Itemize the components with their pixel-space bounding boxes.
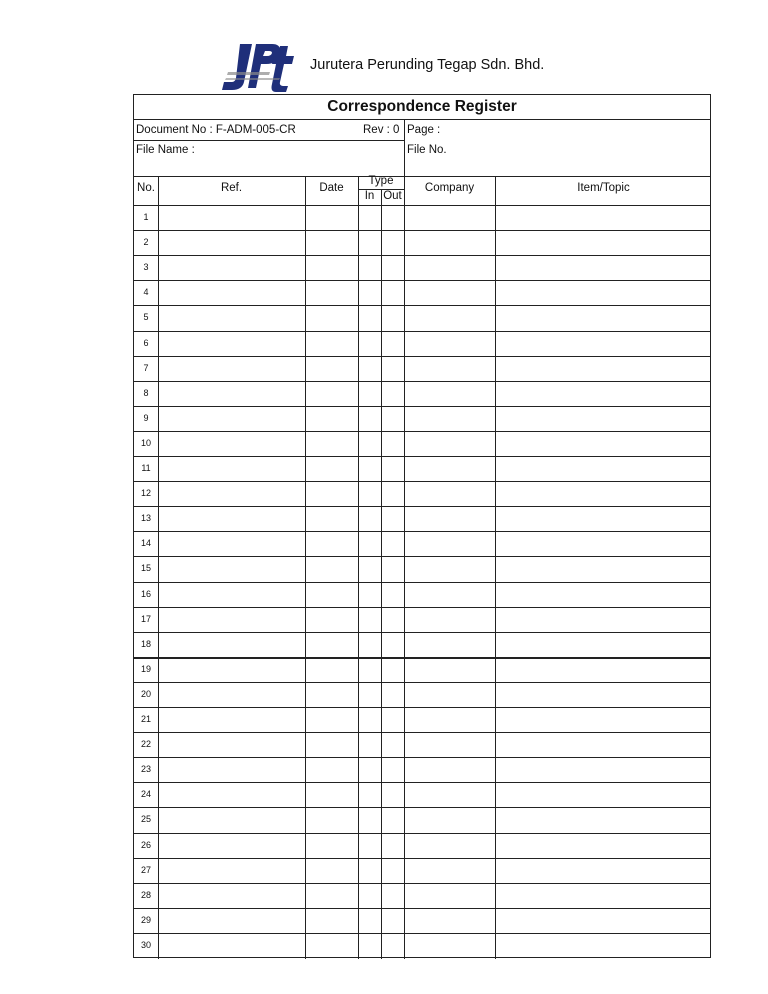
row-divider — [134, 582, 710, 583]
row-number: 24 — [140, 789, 151, 800]
form-title: Correspondence Register — [134, 95, 710, 120]
col-header-in: In — [364, 190, 375, 202]
page-header — [0, 0, 768, 94]
column-divider — [305, 176, 306, 959]
row-number: 2 — [143, 237, 149, 248]
row-number: 8 — [143, 387, 149, 398]
row-number: 28 — [140, 889, 151, 900]
col-header-ref: Ref. — [220, 182, 243, 194]
row-divider — [134, 858, 710, 859]
rev-label: Rev : 0 — [363, 124, 400, 136]
row-number: 12 — [140, 488, 151, 499]
row-number: 5 — [143, 312, 149, 323]
column-divider — [158, 176, 159, 959]
col-header-company: Company — [424, 182, 475, 194]
row-divider — [134, 456, 710, 457]
row-number: 9 — [143, 412, 149, 423]
row-number: 27 — [140, 864, 151, 875]
row-number: 1 — [143, 212, 149, 222]
row-number: 23 — [140, 764, 151, 775]
row-divider — [134, 556, 710, 557]
row-divider — [134, 782, 710, 783]
meta-vertical-divider — [404, 120, 405, 176]
row-number: 6 — [143, 337, 149, 348]
row-divider — [134, 657, 710, 659]
row-divider — [134, 833, 710, 834]
row-number: 13 — [140, 513, 151, 524]
row-number: 10 — [140, 437, 151, 448]
row-divider — [134, 255, 710, 256]
document-no-label: Document No : F-ADM-005-CR — [136, 124, 296, 136]
col-header-out: Out — [383, 190, 402, 202]
row-divider — [134, 205, 710, 206]
row-number: 19 — [140, 663, 151, 674]
row-number: 7 — [143, 362, 149, 373]
row-divider — [134, 807, 710, 808]
row-divider — [134, 230, 710, 231]
row-divider — [134, 908, 710, 909]
row-divider — [134, 331, 710, 332]
row-divider — [134, 933, 710, 934]
page-label: Page : — [407, 124, 441, 136]
row-number: 21 — [140, 714, 151, 724]
row-number: 3 — [143, 262, 149, 273]
row-divider — [134, 757, 710, 758]
row-divider — [134, 481, 710, 482]
row-number: 15 — [140, 563, 151, 574]
row-number: 30 — [140, 939, 151, 950]
row-number: 29 — [140, 914, 151, 925]
row-divider — [134, 607, 710, 608]
row-divider — [134, 305, 710, 306]
column-divider — [404, 176, 405, 959]
row-divider — [134, 406, 710, 407]
file-no-label: File No. — [407, 144, 447, 156]
row-divider — [134, 682, 710, 683]
row-divider — [134, 506, 710, 507]
row-number: 20 — [140, 688, 151, 699]
col-header-date: Date — [319, 182, 344, 194]
row-divider — [134, 431, 710, 432]
company-logo — [220, 42, 296, 92]
column-divider — [495, 176, 496, 959]
row-number: 25 — [140, 814, 151, 825]
row-divider — [134, 280, 710, 281]
column-divider — [358, 176, 359, 959]
column-divider — [381, 189, 382, 959]
row-divider — [134, 632, 710, 633]
col-header-item-topic: Item/Topic — [577, 182, 630, 194]
row-divider — [134, 707, 710, 708]
row-divider — [134, 356, 710, 357]
row-divider — [134, 381, 710, 382]
col-header-no: No. — [137, 182, 155, 194]
row-number: 22 — [140, 739, 151, 750]
col-header-type: Type — [368, 175, 394, 187]
row-divider — [134, 531, 710, 532]
correspondence-register-form — [133, 94, 711, 958]
row-divider — [134, 883, 710, 884]
table-top-border — [134, 176, 710, 177]
row-number: 4 — [143, 287, 149, 298]
file-name-label: File Name : — [136, 144, 195, 156]
company-name: Jurutera Perunding Tegap Sdn. Bhd. — [310, 57, 545, 73]
row-number: 17 — [140, 613, 151, 624]
row-number: 18 — [140, 638, 151, 649]
row-number: 26 — [140, 839, 151, 850]
row-number: 11 — [141, 463, 151, 473]
row-number: 16 — [140, 588, 151, 599]
row-divider — [134, 732, 710, 733]
row-number: 14 — [140, 538, 151, 549]
